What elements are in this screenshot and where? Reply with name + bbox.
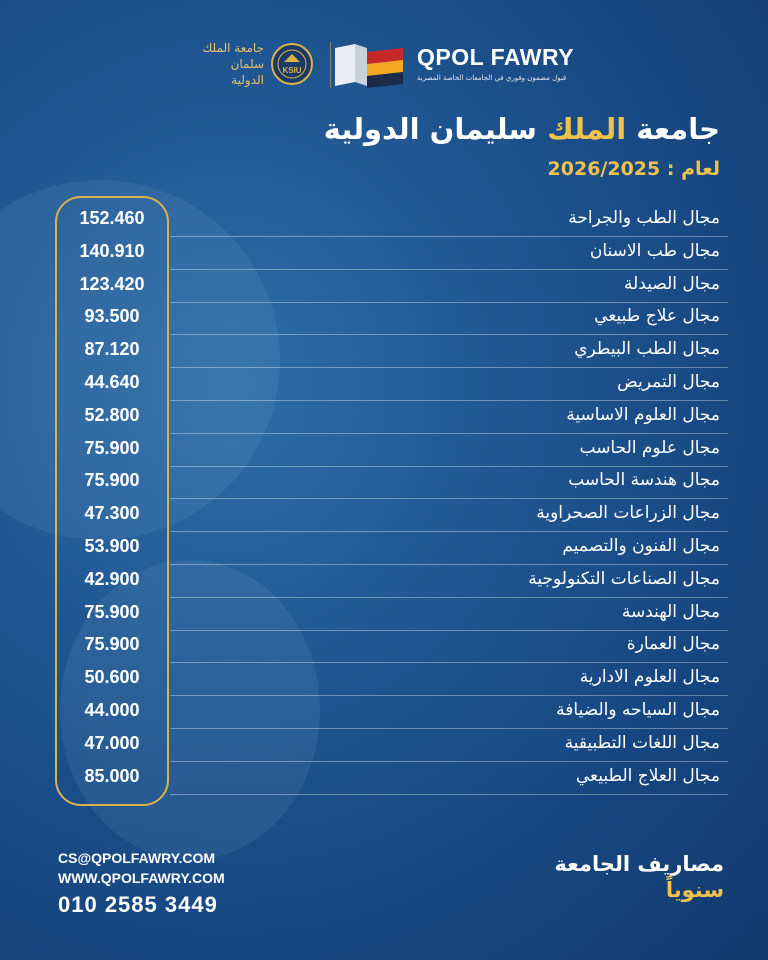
fee-row	[0, 335, 768, 368]
ksiu-name-line1: جامعة الملك	[202, 41, 264, 55]
academic-year: لعام : 2026/2025	[547, 158, 720, 180]
qpol-fawry-logo	[333, 40, 593, 92]
fees-caption-line2: سنوياً	[665, 878, 724, 902]
fee-amount: 152.460	[79, 208, 145, 228]
fee-amount: 53.900	[84, 536, 140, 556]
qpol-flag-icon	[333, 42, 405, 88]
header-logos	[0, 36, 768, 100]
fee-row	[0, 466, 768, 499]
fee-field-name: مجال الصناعات التكنولوجية	[528, 568, 720, 589]
fee-field-name: مجال طب الاسنان	[589, 240, 720, 261]
fee-row	[0, 368, 768, 401]
fee-field-name: مجال اللغات التطبيقية	[564, 732, 720, 753]
title-highlight: الملك	[547, 112, 627, 146]
fee-amount: 50.600	[84, 667, 140, 688]
fee-row	[0, 762, 768, 795]
ksiu-logo	[182, 40, 322, 96]
fee-field-name: مجال الزراعات الصحراوية	[536, 503, 720, 524]
fee-field-name: مجال الطب البيطري	[574, 339, 720, 360]
contact-phone: 010 2585 3449	[58, 892, 218, 917]
fee-amount: 44.640	[84, 372, 140, 392]
fee-field-name: مجال العلوم الادارية	[579, 667, 720, 688]
fee-row	[0, 237, 768, 270]
qpol-tagline: قبول مضمون وفوري في الجامعات الخاصة المصرية	[417, 74, 567, 82]
fee-amount: 75.900	[84, 470, 140, 491]
fee-amount: 47.000	[84, 732, 140, 753]
fee-amount: 42.900	[84, 568, 140, 589]
title-prefix: جامعة	[636, 112, 720, 146]
ksiu-name-line2: سلمان	[230, 57, 264, 71]
fee-row	[0, 729, 768, 762]
fee-amount: 75.900	[84, 601, 140, 622]
fee-row	[0, 434, 768, 467]
fee-field-name: مجال العلوم الاساسية	[566, 404, 720, 425]
fee-field-name: مجال هندسة الحاسب	[568, 470, 720, 491]
fee-field-name: مجال علاج طبيعي	[594, 306, 720, 327]
fee-amount: 93.500	[84, 306, 140, 327]
fee-field-name: مجال الهندسة	[621, 601, 720, 622]
fee-row	[0, 204, 768, 237]
fee-amount: 75.900	[84, 437, 140, 458]
title-suffix: سليمان الدولية	[323, 112, 537, 146]
fee-amount: 140.910	[79, 240, 145, 261]
fee-field-name: مجال الصيدلة	[623, 273, 720, 294]
fee-amount: 123.420	[79, 273, 145, 294]
ksiu-name-line3: الدولية	[231, 73, 264, 87]
fee-row	[0, 499, 768, 532]
fee-row	[0, 565, 768, 598]
row-divider	[170, 794, 728, 795]
contact-info	[58, 848, 225, 918]
fee-row	[0, 401, 768, 434]
fee-row	[0, 696, 768, 729]
fee-row	[0, 532, 768, 565]
fee-amount: 52.800	[84, 404, 140, 425]
fee-amount: 87.120	[84, 339, 140, 360]
fee-row	[0, 302, 768, 335]
fee-field-name: مجال العلاج الطبيعي	[575, 765, 720, 786]
fee-row	[0, 598, 768, 631]
fee-row	[0, 270, 768, 303]
fee-field-name: مجال الطب والجراحة	[568, 208, 720, 228]
fee-amount: 44.000	[84, 700, 140, 720]
page-title	[324, 112, 720, 146]
fee-field-name: مجال الفنون والتصميم	[562, 536, 720, 556]
fees-caption	[554, 852, 724, 902]
ksiu-seal-icon	[270, 42, 314, 86]
logo-divider	[330, 42, 331, 88]
fee-amount: 47.300	[84, 503, 140, 524]
fee-field-name: مجال السياحه والضيافة	[556, 700, 720, 720]
fee-field-name: مجال العمارة	[626, 634, 720, 655]
fee-row	[0, 630, 768, 663]
fee-field-name: مجال التمريض	[617, 372, 720, 392]
fee-field-name: مجال علوم الحاسب	[579, 437, 720, 458]
fees-caption-line1: مصاريف الجامعة	[554, 852, 724, 876]
qpol-name: QPOL FAWRY	[417, 44, 575, 70]
contact-email: CS@QPOLFAWRY.COM	[58, 850, 216, 866]
fee-amount: 85.000	[84, 765, 140, 786]
fee-amount: 75.900	[84, 634, 140, 655]
ksiu-seal-text: KSIU	[282, 66, 302, 75]
ksiu-name	[182, 40, 264, 88]
fee-row	[0, 663, 768, 696]
contact-website: WWW.QPOLFAWRY.COM	[58, 870, 225, 886]
